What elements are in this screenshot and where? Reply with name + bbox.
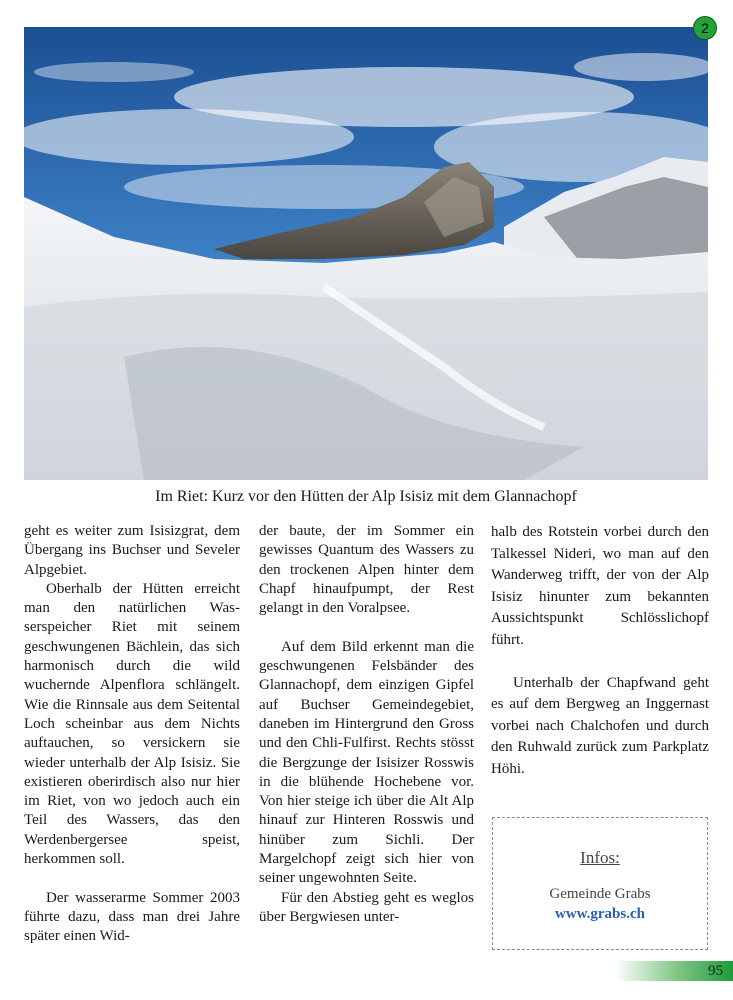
text-column-1 bbox=[24, 522, 240, 947]
infos-organization: Gemeinde Grabs bbox=[549, 886, 651, 902]
paragraph: Oberhalb der Hütten erreicht man den natürlichen Wasserspeicher Riet mit seinem geschwungenen Bächlein, das sich harmonisch durch die wild wuchernde Alpenflora schlängelt. Wie die Rinnsale aus dem Seitental Loch scheinbar aus dem Nichts auftauchen, so versickern sie wieder unterhalb der Alp Isisiz. Sie existieren oberirdisch also nur hier im Riet, von wo jedoch auch ein Teil des Wassers, das den Werdenbergersee speist, herkommen soll. bbox=[24, 580, 240, 868]
paragraph: Unterhalb der Chapfwand geht es auf dem Bergweg an Inggernast vorbei nach Chalchofen und durch den Ruhwald zurück zum Parkplatz Höhi. bbox=[491, 674, 709, 777]
mountain-photo bbox=[24, 27, 708, 480]
page-badge: 2 bbox=[693, 16, 717, 40]
text-column-2 bbox=[259, 522, 474, 927]
paragraph: halb des Rotstein vorbei durch den Talkessel Nideri, wo man auf den Wanderweg trifft, der von der Alp Isisiz hinunter zum bekannten Aussichtspunkt Schlösslichopf führt. bbox=[491, 524, 709, 648]
footer-bar bbox=[615, 961, 733, 981]
paragraph: geht es weiter zum Isisizgrat, dem Übergang ins Buchser und Seveler Alpgebiet. bbox=[24, 523, 240, 578]
infos-title: Infos: bbox=[580, 848, 620, 867]
photo-caption: Im Riet: Kurz vor den Hütten der Alp Isisiz mit dem Glannachopf bbox=[155, 488, 577, 505]
paragraph: Für den Abstieg geht es weglos über Bergwiesen unter- bbox=[259, 889, 474, 925]
mountain-snow-landscape-image bbox=[24, 27, 708, 480]
paragraph: der baute, der im Sommer ein gewisses Quantum des Wassers zu den trockenen Alpen hinter dem Chapf hinaufpumpt, der Rest gelangt in den Voralpsee. bbox=[259, 523, 474, 617]
infos-website-link[interactable]: www.grabs.ch bbox=[554, 906, 645, 922]
infos-box bbox=[492, 817, 708, 950]
text-column-3 bbox=[491, 522, 709, 780]
paragraph: Der wasserarme Sommer 2003 führte dazu, dass man drei Jahre später einen Wid- bbox=[24, 889, 240, 945]
page-number: 95 bbox=[708, 963, 723, 979]
paragraph: Auf dem Bild erkennt man die geschwungenen Felsbänder des Glannachopf, dem einzigen Gipfel auf Buchser Gemeindegebiet, daneben im Hintergrund den Gross und den Chli-Fulfirst. Rechts stösst die Bergzunge der Isisizer Rosswis in die blühende Hochebene vor. Von hier steige ich über die Alt Alp hinauf zur Hinteren Rosswis und hinüber zum Sichli. Der Margelchopf zeigt sich hier von seiner ungewohnten Seite. bbox=[259, 638, 474, 887]
